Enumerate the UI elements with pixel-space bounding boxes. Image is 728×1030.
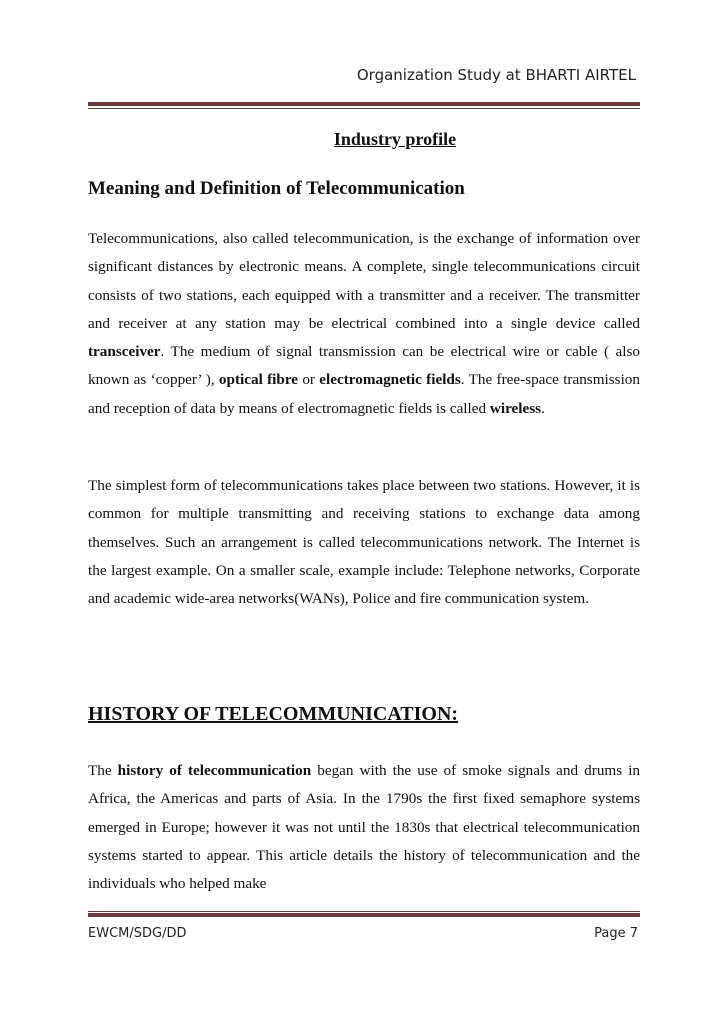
header-rule-thick bbox=[88, 102, 640, 106]
history-paragraph-1 bbox=[88, 757, 640, 898]
text-run: Telecommunications, also called telecommunication, is the exchange of information over significant distances by electronic means. A complete, single telecommunications circuit consists of two stations, each equipped with a transmitter and a receiver. The transmitter and receiver at any station may be electrical combined into a single device called bbox=[88, 230, 640, 332]
bold-term-optical-fibre: optical fibre bbox=[218, 371, 299, 389]
text-run: . bbox=[541, 399, 545, 417]
bold-term-em-fields: electromagnetic fields bbox=[319, 371, 461, 389]
text-run: began with the use of smoke signals and drums in Africa, the Americas and parts of Asia. In the 1790s the first fixed semaphore systems emerged in Europe; however it was not until the 1830s that electrical telecommunication systems started to appear. This article details the history of telecommunication and the individuals who helped make bbox=[88, 762, 641, 893]
bold-term-transceiver: transceiver bbox=[88, 343, 161, 361]
bold-term-history: history of telecommunication bbox=[117, 762, 312, 779]
text-run: or bbox=[298, 371, 320, 389]
history-heading: HISTORY OF TELECOMMUNICATION: bbox=[88, 703, 459, 725]
footer-rule-thin bbox=[88, 911, 640, 912]
text-run: . The free-space transmission and reception of data by means of electromagnetic fields is called bbox=[88, 371, 640, 417]
footer-code: EWCM/SDG/DD bbox=[88, 926, 187, 941]
meaning-heading: Meaning and Definition of Telecommunication bbox=[88, 178, 465, 199]
text-run: The bbox=[88, 762, 118, 779]
text-run: . The medium of signal transmission can be electrical wire or cable ( also known as ‘copper’ ), bbox=[88, 343, 640, 389]
footer-rule-thick bbox=[88, 913, 640, 917]
section-title: Industry profile bbox=[333, 129, 457, 149]
page-number: Page 7 bbox=[594, 926, 638, 941]
header-rule-thin bbox=[88, 108, 640, 109]
meaning-paragraph-1 bbox=[88, 225, 640, 423]
meaning-paragraph-2: The simplest form of telecommunications takes place between two stations. However, it is common for multiple transmitting and receiving stations to exchange data among themselves. Such an arrangement is called telecommunications network. The Internet is the largest example. On a smaller scale, example include: Telephone networks, Corporate and academic wide-area networks(WANs), Police and fire communication system. bbox=[88, 477, 640, 608]
bold-term-wireless: wireless bbox=[489, 399, 542, 417]
page-header-title: Organization Study at BHARTI AIRTEL bbox=[356, 66, 636, 84]
